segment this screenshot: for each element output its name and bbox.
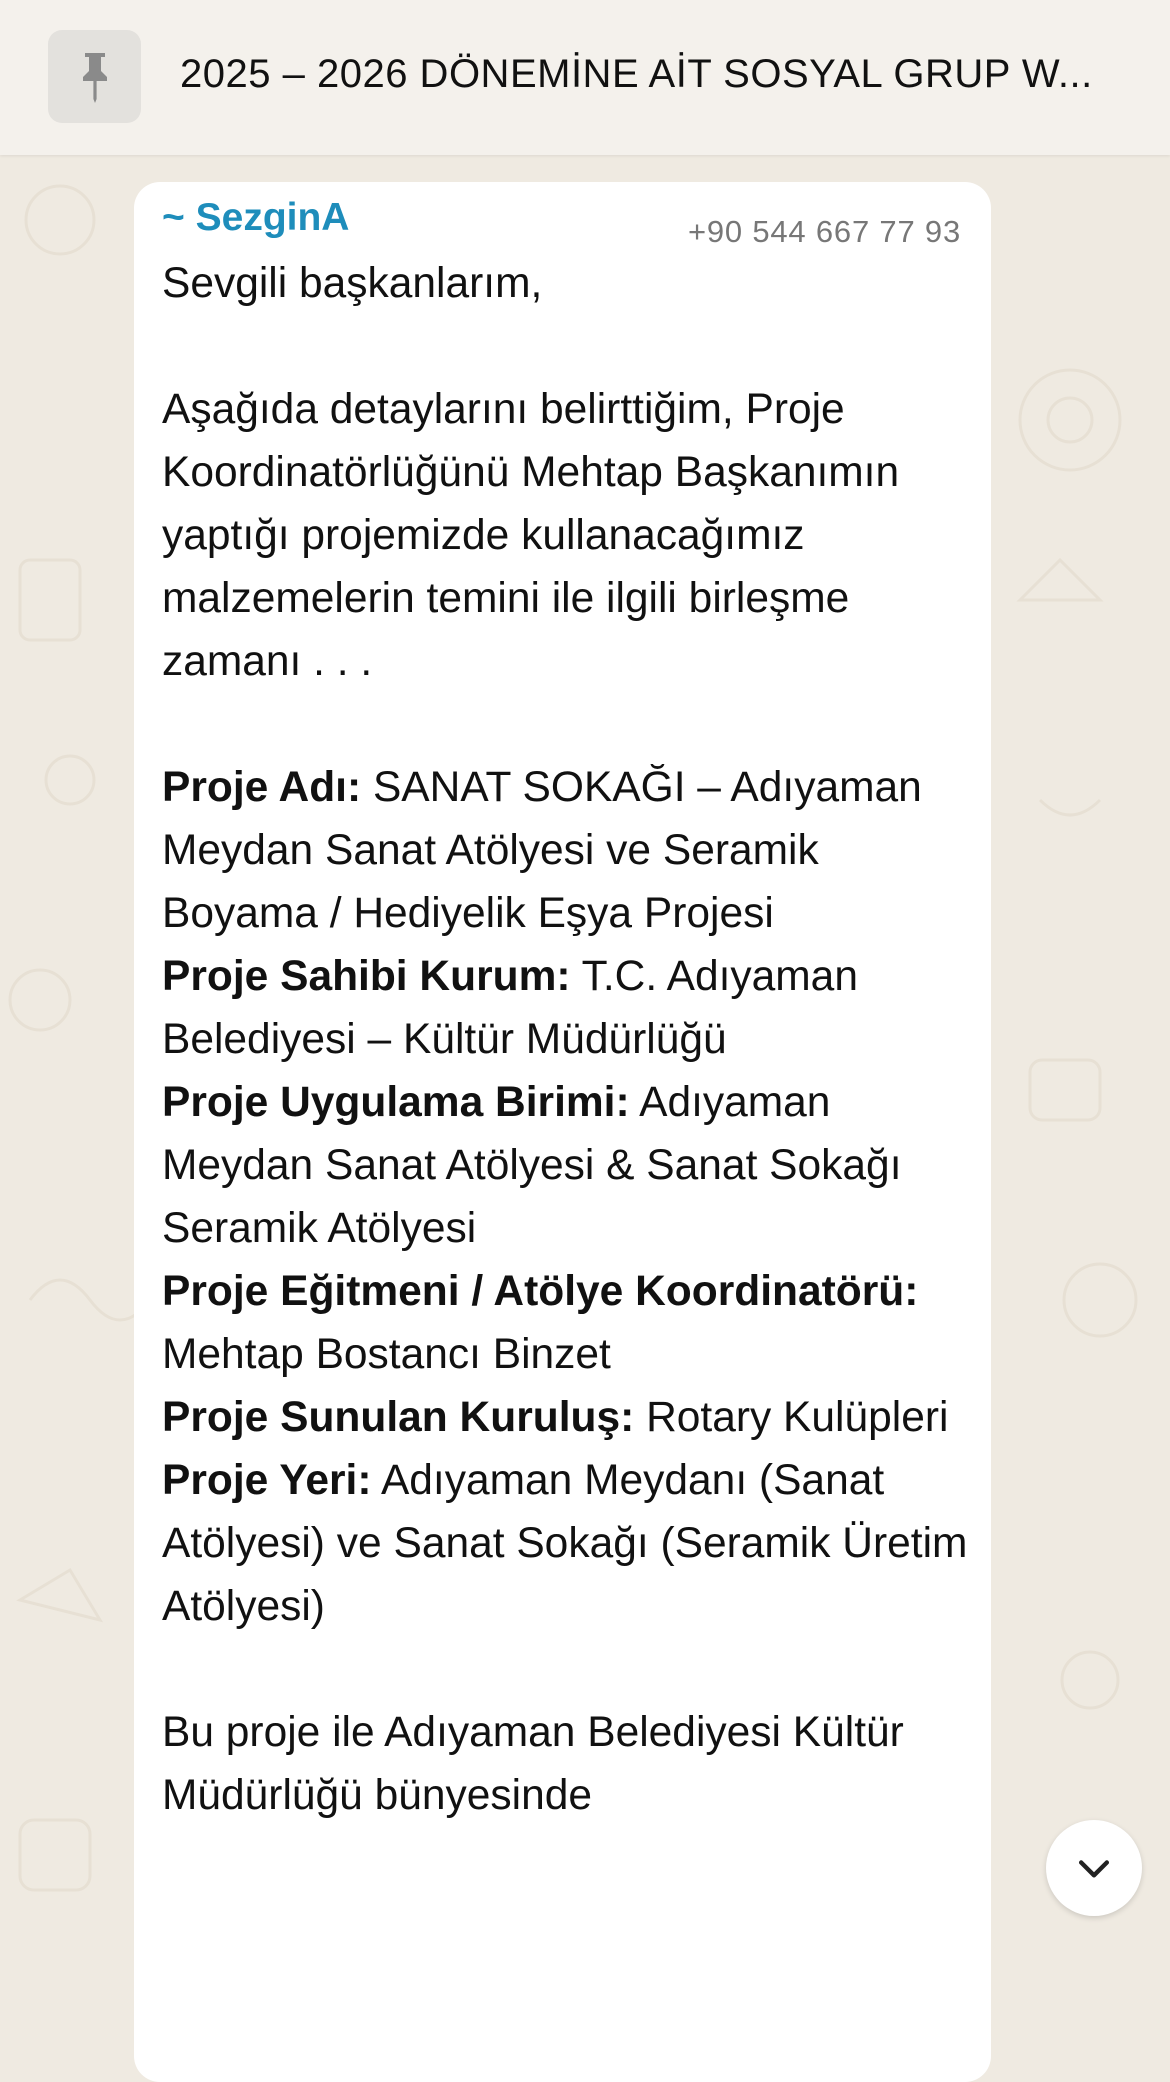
field-label: Proje Uygulama Birimi: xyxy=(162,1079,630,1126)
sender-phone: +90 544 667 77 93 xyxy=(687,214,961,249)
field-value: Rotary Kulüpleri xyxy=(646,1394,949,1441)
field-trainer xyxy=(162,1260,982,1386)
message-text xyxy=(162,252,982,1827)
field-presented-to xyxy=(162,1386,982,1449)
field-value: Adıyaman Meydanı (Sanat Atölyesi) ve Sanat Sokağı (Seramik Üretim Atölyesi) xyxy=(162,1457,968,1630)
message-intro: Aşağıda detaylarını belirttiğim, Proje Koordinatörlüğünü Mehtap Başkanımın yaptığı projemizde kullanacağımız malzemelerin temini ile ilgili birleşme zamanı . . . xyxy=(162,386,900,685)
pinned-message-text: 2025 – 2026 DÖNEMİNE AİT SOSYAL GRUP W... xyxy=(180,52,1093,96)
field-value: T.C. Adıyaman Belediyesi – Kültür Müdürlüğü xyxy=(162,953,858,1063)
scroll-to-bottom-button[interactable] xyxy=(1046,1820,1142,1916)
message-greeting: Sevgili başkanlarım, xyxy=(162,260,543,307)
field-location xyxy=(162,1449,982,1638)
chevron-down-icon xyxy=(1072,1846,1116,1890)
field-label: Proje Sunulan Kuruluş: xyxy=(162,1394,635,1441)
message-bubble[interactable] xyxy=(134,182,991,2082)
field-label: Proje Sahibi Kurum: xyxy=(162,953,571,1000)
field-value: Mehtap Bostancı Binzet xyxy=(162,1331,611,1378)
pin-icon xyxy=(48,30,141,123)
field-implementation-unit xyxy=(162,1071,982,1260)
field-value: SANAT SOKAĞI – Adıyaman Meydan Sanat Atölyesi ve Seramik Boyama / Hediyelik Eşya Projesi xyxy=(162,764,922,937)
field-label: Proje Adı: xyxy=(162,764,362,811)
field-value: Adıyaman Meydan Sanat Atölyesi & Sanat Sokağı Seramik Atölyesi xyxy=(162,1079,902,1252)
field-label: Proje Yeri: xyxy=(162,1457,372,1504)
field-label: Proje Eğitmeni / Atölye Koordinatörü: xyxy=(162,1268,919,1315)
field-project-name xyxy=(162,756,982,945)
pinned-message-banner[interactable] xyxy=(0,0,1170,155)
message-closing: Bu proje ile Adıyaman Belediyesi Kültür Müdürlüğü bünyesinde xyxy=(162,1709,904,1819)
field-project-owner xyxy=(162,945,982,1071)
sender-name[interactable]: ~ SezginA xyxy=(162,196,350,239)
message-header xyxy=(162,196,961,249)
